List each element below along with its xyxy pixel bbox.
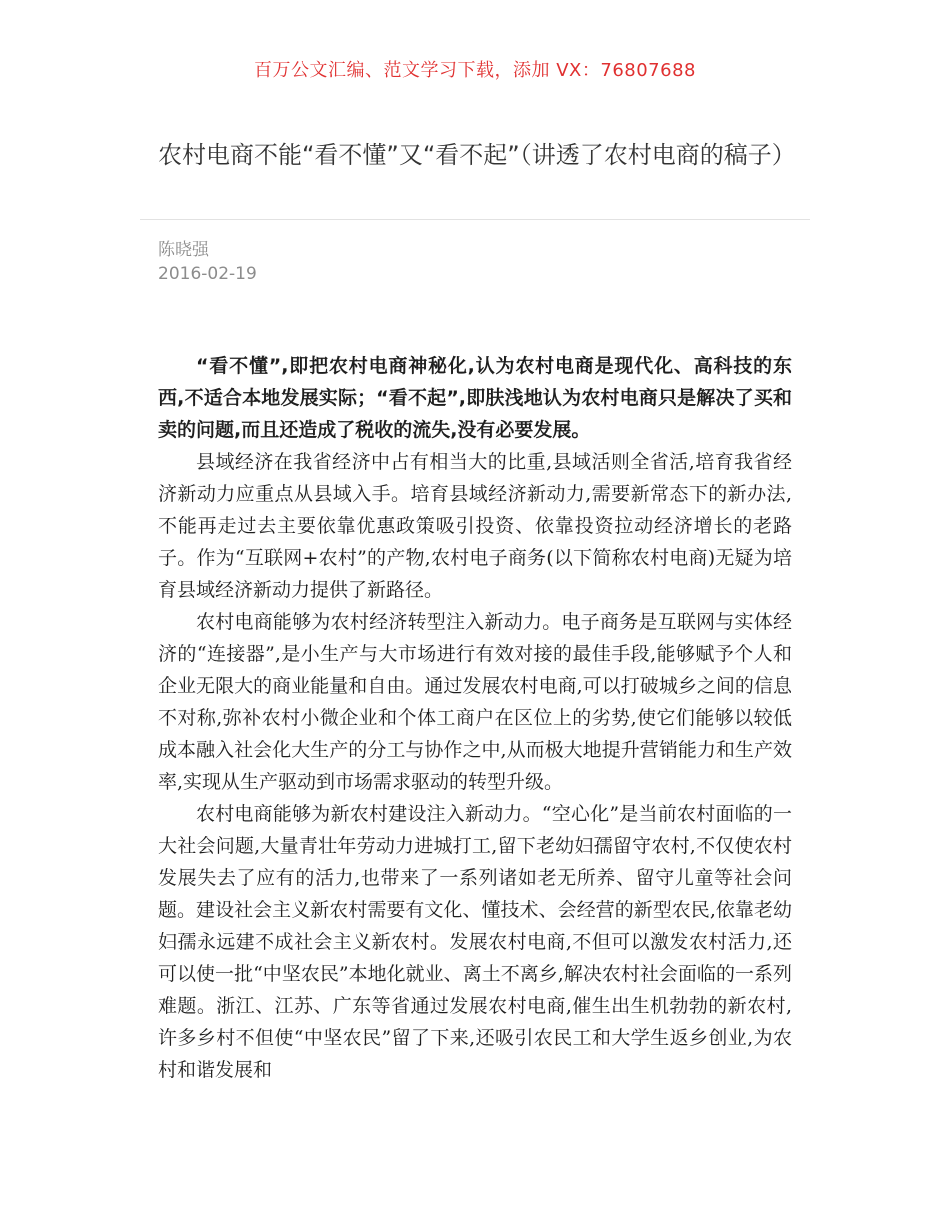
body-paragraph: 农村电商能够为农村经济转型注入新动力。电子商务是互联网与实体经济的“连接器”,是小生产与大市场进行有效对接的最佳手段,能够赋予个人和企业无限大的商业能量和自由。通过发展农村电商,可以打破城乡之间的信息不对称,弥补农村小微企业和个体工商户在区位上的劣势,使它们能够以较低成本融入社会化大生产的分工与协作之中,从而极大地提升营销能力和生产效率,实现从生产驱动到市场需求驱动的转型升级。	[158, 611, 792, 793]
promo-banner: 百万公文汇编、范文学习下载，添加 VX：76807688	[254, 60, 696, 81]
author-name: 陈晓强	[158, 240, 209, 260]
article-title: 农村电商不能“看不懂”又“看不起”（讲透了农村电商的稿子）	[158, 141, 796, 169]
body-paragraph: 县域经济在我省经济中占有相当大的比重,县域活则全省活,培育我省经济新动力应重点从县域入手。培育县域经济新动力,需要新常态下的新办法,不能再走过去主要依靠优惠政策吸引投资、依靠投资拉动经济增长的老路子。作为“互联网+农村”的产物,农村电子商务(以下简称农村电商)无疑为培育县域经济新动力提供了新路径。	[158, 451, 792, 601]
article-body	[158, 350, 792, 1086]
body-paragraph: 农村电商能够为新农村建设注入新动力。“空心化”是当前农村面临的一大社会问题,大量青壮年劳动力进城打工,留下老幼妇孺留守农村,不仅使农村发展失去了应有的活力,也带来了一系列诸如老无所养、留守儿童等社会问题。建设社会主义新农村需要有文化、懂技术、会经营的新型农民,依靠老幼妇孺永远建不成社会主义新农村。发展农村电商,不但可以激发农村活力,还可以使一批“中坚农民”本地化就业、离土不离乡,解决农村社会面临的一系列难题。浙江、江苏、广东等省通过发展农村电商,催生出生机勃勃的新农村,许多乡村不但使“中坚农民”留了下来,还吸引农民工和大学生返乡创业,为农村和谐发展和	[158, 803, 792, 1081]
title-divider	[140, 219, 810, 220]
publish-date: 2016-02-19	[158, 264, 257, 284]
article-meta	[158, 238, 257, 286]
lead-paragraph: “看不懂”,即把农村电商神秘化,认为农村电商是现代化、高科技的东西,不适合本地发展实际；“看不起”,即肤浅地认为农村电商只是解决了买和卖的问题,而且还造成了税收的流失,没有必要发展。	[158, 355, 792, 441]
